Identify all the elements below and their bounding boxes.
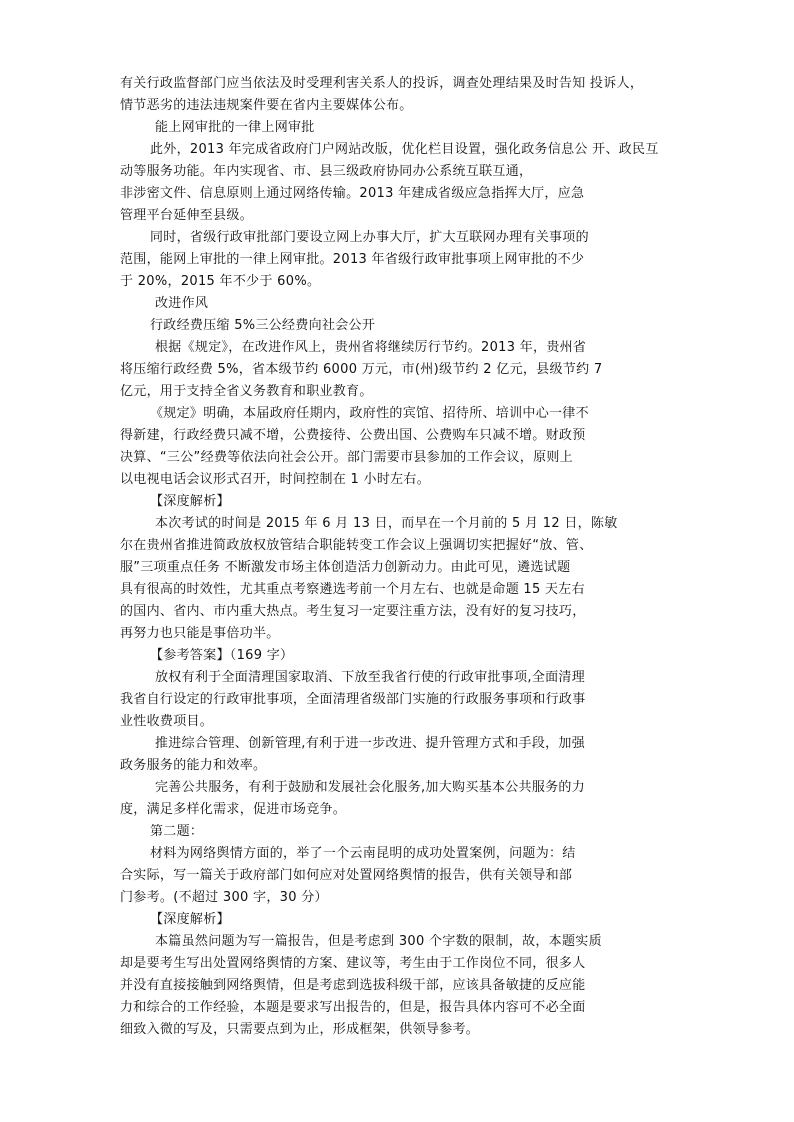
text-line: 完善公共服务，有利于鼓励和发展社会化服务,加大购买基本公共服务的力 (155, 780, 586, 795)
text-line: 管理平台延伸至县级。 (120, 208, 254, 223)
section-heading: 能上网审批的一律上网审批 (155, 120, 315, 135)
text-line: 范围，能网上审批的一律上网审批。2013 年省级行政审批事项上网审批的不少 (120, 252, 585, 267)
section-heading: 【参考答案】（169 字） (150, 648, 294, 663)
text-line: 我省自行设定的行政审批事项，全面清理省级部门实施的行政服务事项和行政事 (120, 692, 586, 707)
text-line: 此外，2013 年完成省政府门户网站改版，优化栏目设置，强化政务信息公 开、政民互 (150, 142, 659, 157)
text-line: 度，满足多样化需求，促进市场竞争。 (120, 802, 347, 817)
text-line: 《规定》明确，本届政府任期内，政府性的宾馆、招待所、培训中心一律不 (150, 406, 589, 421)
text-line: 有关行政监督部门应当依法及时受理利害关系人的投诉，调查处理结果及时告知 投诉人， (120, 76, 644, 91)
text-line: 放权有利于全面清理国家取消、下放至我省行使的行政审批事项,全面清理 (155, 670, 586, 685)
text-line: 力和综合的工作经验，本题是要求写出报告的，但是，报告具体内容可不必全面 (120, 1000, 586, 1015)
text-line: 细致入微的写及，只需要点到为止，形成框架，供领导参考。 (120, 1022, 480, 1037)
section-heading: 【深度解析】 (150, 912, 230, 927)
text-line: 再努力也只能是事倍功半。 (120, 626, 280, 641)
text-line: 本篇虽然问题为写一篇报告，但是考虑到 300 个字数的限制，故，本题实质 (155, 934, 602, 949)
text-line: 得新建，行政经费只减不增，公费接待、公费出国、公费购车只减不增。财政预 (120, 428, 586, 443)
text-line: 将压缩行政经费 5%，省本级节约 6000 万元，市(州)级节约 2 亿元，县级节约 7 (120, 362, 603, 377)
text-line: 并没有直接接触到网络舆情，但是考虑到选拔科级干部，应该具备敏捷的反应能 (120, 978, 586, 993)
text-line: 服”三项重点任务 不断激发市场主体创造活力创新动力。由此可见，遴选试题 (120, 560, 571, 575)
text-line: 同时，省级行政审批部门要设立网上办事大厅，扩大互联网办理有关事项的 (150, 230, 589, 245)
text-line: 动等服务功能。年内实现省、市、县三级政府协同办公系统互联互通， (120, 164, 533, 179)
text-line: 亿元，用于支持全省义务教育和职业教育。 (120, 384, 373, 399)
section-heading: 【深度解析】 (150, 494, 230, 509)
text-line: 非涉密文件、信息原则上通过网络传输。2013 年建成省级应急指挥大厅，应急 (120, 186, 585, 201)
text-line: 于 20%，2015 年不少于 60%。 (120, 274, 321, 289)
text-line: 以电视电话会议形式召开，时间控制在 1 小时左右。 (120, 472, 431, 487)
text-line: 情节恶劣的违法违规案件要在省内主要媒体公布。 (120, 98, 413, 113)
section-heading: 改进作风 (155, 296, 209, 311)
text-line: 政务服务的能力和效率。 (120, 758, 267, 773)
text-line: 本次考试的时间是 2015 年 6 月 13 日，而早在一个月前的 5 月 12 日，陈敏 (155, 516, 618, 531)
text-line: 具有很高的时效性，尤其重点考察遴选考前一个月左右、也就是命题 15 天左右 (120, 582, 585, 597)
text-line: 的国内、省内、市内重大热点。考生复习一定要注重方法，没有好的复习技巧， (120, 604, 586, 619)
text-line: 推进综合管理、创新管理,有利于进一步改进、提升管理方式和手段，加强 (155, 736, 586, 751)
text-line: 尔在贵州省推进简政放权放管结合职能转变工作会议上强调切实把握好“放、管、 (120, 538, 593, 553)
text-line: 材料为网络舆情方面的，举了一个云南昆明的成功处置案例，问题为：结 (150, 846, 576, 861)
text-line: 却是要考生写出处置网络舆情的方案、建议等，考生由于工作岗位不同，很多人 (120, 956, 586, 971)
text-line: 根据《规定》，在改进作风上，贵州省将继续厉行节约。2013 年，贵州省 (155, 340, 587, 355)
section-heading: 第二题： (150, 824, 204, 839)
text-line: 决算、“三公”经费等依法向社会公开。部门需要市县参加的工作会议，原则上 (120, 450, 573, 465)
text-line: 门参考。(不超过 300 字，30 分） (120, 890, 328, 905)
section-heading: 行政经费压缩 5%三公经费向社会公开 (150, 318, 376, 333)
text-line: 合实际，写一篇关于政府部门如何应对处置网络舆情的报告，供有关领导和部 (120, 868, 573, 883)
text-line: 业性收费项目。 (120, 714, 214, 729)
